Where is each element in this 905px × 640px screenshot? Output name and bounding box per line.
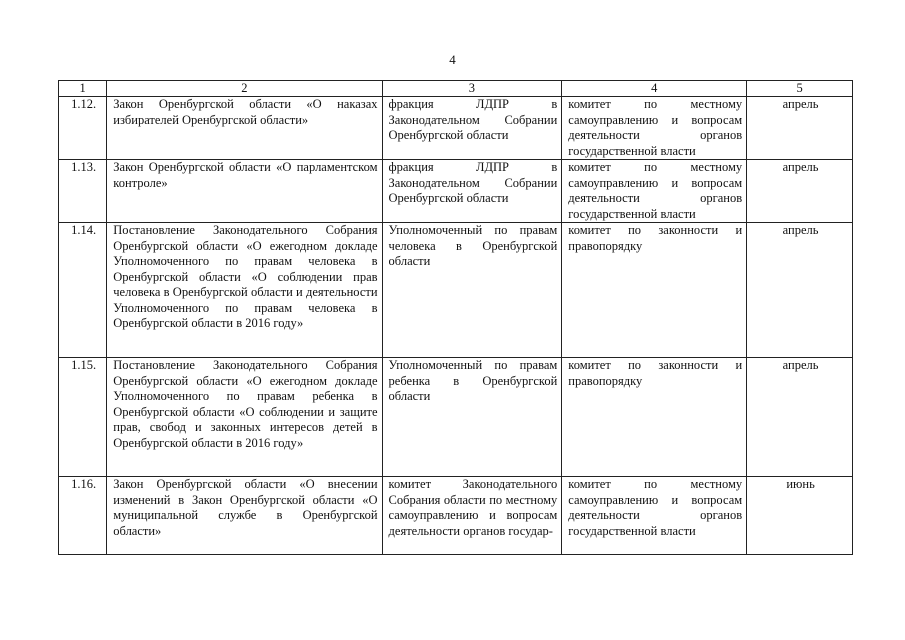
table-row	[59, 160, 853, 223]
item-title: Закон Оренбургской области «О парламентском контроле»	[107, 160, 382, 223]
item-number: 1.14.	[59, 223, 107, 358]
item-committee: комитет по местному самоуправлению и вопросам деятельности органов государственной власти	[562, 97, 747, 160]
item-committee: комитет по законности и правопорядку	[562, 223, 747, 358]
item-committee: комитет по местному самоуправлению и вопросам деятельности органов государственной власти	[562, 477, 747, 555]
item-initiator: комитет Законодательного Собрания области по местному самоуправлению и вопросам деятельности органов государ-	[382, 477, 562, 555]
item-number: 1.13.	[59, 160, 107, 223]
item-initiator: Уполномоченный по правам ребенка в Оренбургской области	[382, 358, 562, 477]
item-committee: комитет по местному самоуправлению и вопросам деятельности органов государственной власти	[562, 160, 747, 223]
item-number: 1.15.	[59, 358, 107, 477]
item-committee: комитет по законности и правопорядку	[562, 358, 747, 477]
column-header-5: 5	[747, 81, 853, 97]
table-header-row	[59, 81, 853, 97]
item-number: 1.12.	[59, 97, 107, 160]
item-title: Постановление Законодательного Собрания Оренбургской области «О ежегодном докладе Уполномоченного по правам человека в Оренбургской области «О соблюдении прав человека в Оренбургской области и деятельности Уполномоченного по правам человека в Оренбургской области в 2016 году»	[107, 223, 382, 358]
item-month: апрель	[747, 97, 853, 160]
item-month: июнь	[747, 477, 853, 555]
item-title: Постановление Законодательного Собрания Оренбургской области «О ежегодном докладе Уполномоченного по правам ребенка в Оренбургской области «О соблюдении и защите прав, свобод и законных интересов детей в Оренбургской области в 2016 году»	[107, 358, 382, 477]
item-month: апрель	[747, 223, 853, 358]
item-number: 1.16.	[59, 477, 107, 555]
column-header-2: 2	[107, 81, 382, 97]
column-header-3: 3	[382, 81, 562, 97]
item-month: апрель	[747, 160, 853, 223]
table-row	[59, 97, 853, 160]
item-title: Закон Оренбургской области «О наказах избирателей Оренбургской области»	[107, 97, 382, 160]
column-header-4: 4	[562, 81, 747, 97]
table-row	[59, 477, 853, 555]
column-header-1: 1	[59, 81, 107, 97]
table-row	[59, 358, 853, 477]
item-initiator: фракция ЛДПР в Законодательном Собрании Оренбургской области	[382, 97, 562, 160]
item-month: апрель	[747, 358, 853, 477]
page-number: 4	[449, 52, 456, 67]
plan-table	[58, 80, 853, 555]
item-initiator: фракция ЛДПР в Законодательном Собрании Оренбургской области	[382, 160, 562, 223]
item-title: Закон Оренбургской области «О внесении изменений в Закон Оренбургской области «О муниципальной службе в Оренбургской области»	[107, 477, 382, 555]
table-row	[59, 223, 853, 358]
item-initiator: Уполномоченный по правам человека в Оренбургской области	[382, 223, 562, 358]
